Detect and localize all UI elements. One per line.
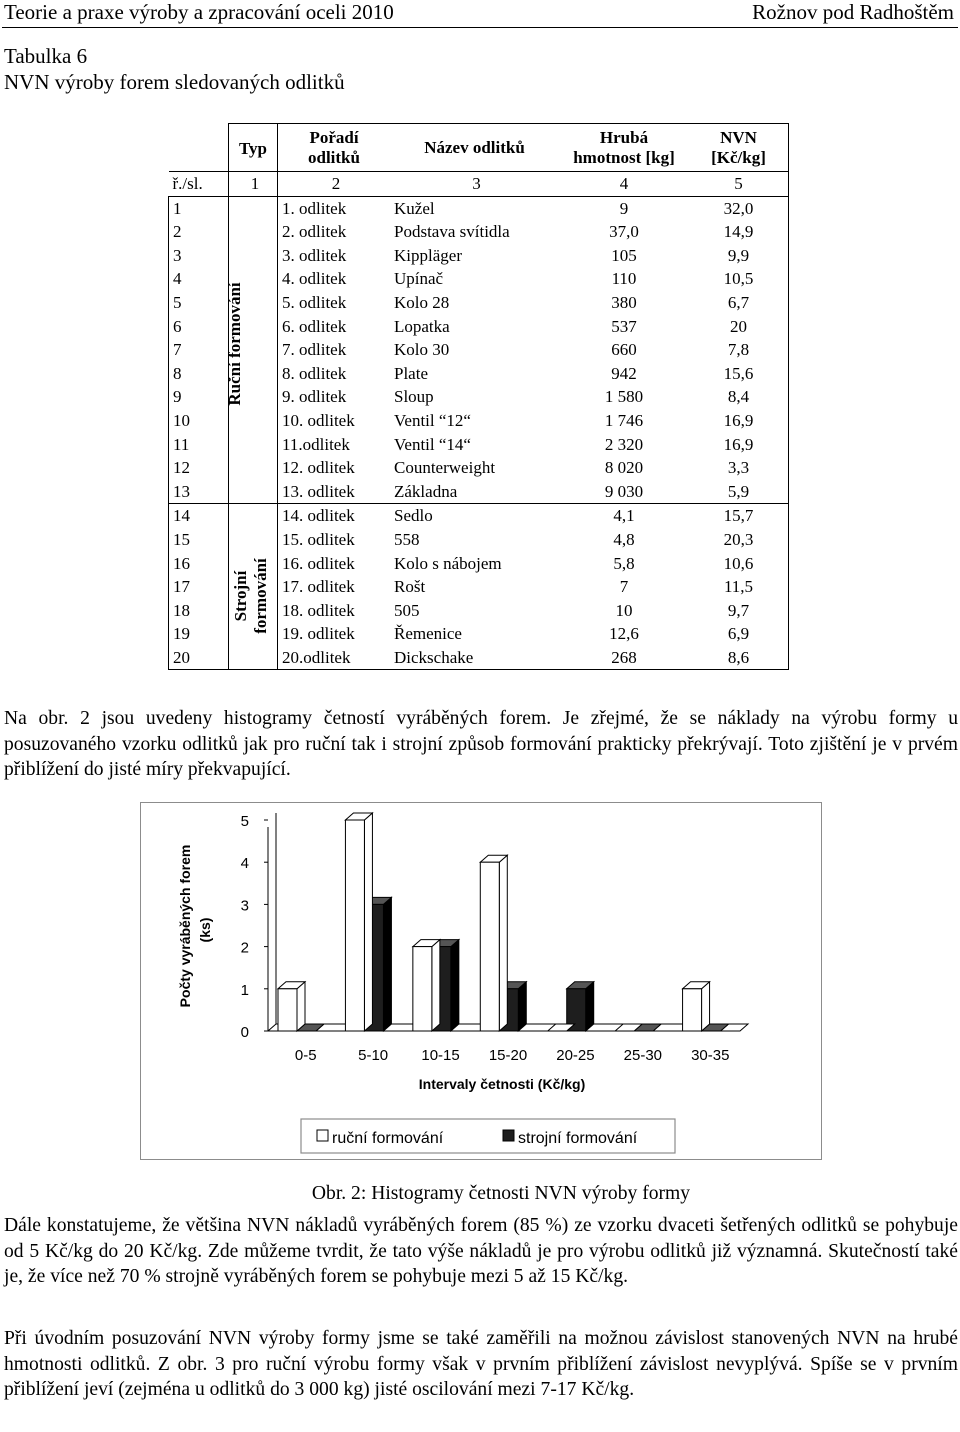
legend-swatch-manual <box>317 1130 328 1141</box>
weight-cell: 10 <box>615 600 633 620</box>
order-cell: 8. odlitek <box>278 362 391 386</box>
x-tick-label: 15-20 <box>488 1047 528 1064</box>
col-header-hruba-line1: Hrubá <box>599 127 649 147</box>
order-cell: 4. odlitek <box>278 267 391 291</box>
row-number-cell: 20 <box>169 646 229 670</box>
weight-cell: 5,8 <box>613 553 635 573</box>
bar-manual-15-20 <box>480 855 507 1031</box>
paragraph-1-text: Na obr. 2 jsou uvedeny histogramy četností vyráběných forem. Je zřejmé, že se náklady na výrobu formy u posuzovaného vzorku odlitků jak pro ruční tak i strojní způsob formování prakticky překrývají. Toto zjištění je v prvém přiblížení do jisté míry překvapující. <box>4 708 958 780</box>
nvn-cell: 8,4 <box>689 385 789 409</box>
figure-caption: Obr. 2: Histogramy četnosti NVN výroby formy <box>311 1183 691 1204</box>
col-header-poradi-line1: Pořadí <box>309 127 359 147</box>
order-cell: 19. odlitek <box>278 622 391 646</box>
y-tick-label: 2 <box>240 939 249 957</box>
col-header-nvn-line1: NVN <box>720 127 757 147</box>
name-cell: Kolo s nábojem <box>394 553 502 573</box>
x-tick-label: 5-10 <box>358 1047 389 1064</box>
legend-label-manual: ruční formování <box>332 1130 444 1147</box>
order-cell: 2. odlitek <box>278 220 391 244</box>
name-cell: Dickschake <box>390 646 559 670</box>
weight-cell: 4,1 <box>559 504 689 528</box>
index-cell: ř./sl. <box>169 172 229 197</box>
nvn-cell: 32,0 <box>689 196 789 220</box>
row-number-cell: 8 <box>169 362 229 386</box>
col-header-nvn-line2: [Kč/kg] <box>711 147 766 167</box>
nvn-cell: 9,9 <box>689 244 789 268</box>
row-number-cell: 18 <box>169 599 229 623</box>
weight-cell: 1 746 <box>604 410 644 430</box>
y-axis-title-unit: (ks) <box>197 917 213 943</box>
nvn-cell: 5,9 <box>689 480 789 504</box>
bar-manual-0-5 <box>278 982 305 1031</box>
weight-cell: 1 580 <box>604 387 644 407</box>
name-cell: Řemenice <box>394 624 462 644</box>
legend-label-machine: strojní formování <box>518 1130 638 1147</box>
order-cell: 11.odlitek <box>278 433 391 457</box>
weight-cell: 660 <box>611 340 637 360</box>
y-tick-label: 3 <box>240 897 249 915</box>
group-label-machine-line2: formování <box>251 558 270 634</box>
x-tick-label: 20-25 <box>556 1047 595 1064</box>
col-header-nazev: Název odlitků <box>390 124 559 172</box>
name-cell: Kužel <box>390 196 559 220</box>
name-cell: Upínač <box>394 269 444 289</box>
running-header-right: Rožnov pod Radhoštěm <box>752 0 954 24</box>
row-number-cell: 1 <box>169 196 229 220</box>
weight-cell: 2 320 <box>604 434 644 454</box>
order-cell: 12. odlitek <box>278 456 391 480</box>
name-cell: Lopatka <box>394 316 450 336</box>
paragraph-dependency <box>4 1326 958 1403</box>
weight-cell: 537 <box>611 316 637 336</box>
name-cell: 505 <box>394 600 420 620</box>
row-number-cell: 14 <box>169 504 229 528</box>
order-cell: 14. odlitek <box>278 504 391 528</box>
nvn-cell: 3,3 <box>689 456 789 480</box>
weight-cell: 37,0 <box>609 222 639 242</box>
legend-swatch-machine <box>503 1130 514 1141</box>
y-axis-title: Počty vyráběných forem <box>177 844 193 1008</box>
name-cell: Rošt <box>394 577 426 597</box>
row-number-cell: 19 <box>169 622 229 646</box>
bar-manual-10-15 <box>413 940 440 1031</box>
row-number-cell: 3 <box>169 244 229 268</box>
col-header-typ: Typ <box>229 124 278 172</box>
name-cell: Kippläger <box>394 245 462 265</box>
paragraph-conclusion <box>4 1213 958 1290</box>
order-cell: 1. odlitek <box>278 196 391 220</box>
y-tick-label: 4 <box>240 855 249 873</box>
row-number-cell: 15 <box>169 528 229 552</box>
weight-cell: 110 <box>611 269 637 289</box>
x-axis-title: Intervaly četnosti (Kč/kg) <box>418 1076 586 1092</box>
order-cell: 18. odlitek <box>278 599 391 623</box>
bar-manual-5-10 <box>345 813 372 1031</box>
index-cell: 3 <box>390 172 559 197</box>
nvn-cell: 6,9 <box>689 622 789 646</box>
col-header-poradi-line2: odlitků <box>308 147 360 167</box>
paragraph-3-text: Při úvodním posuzování NVN výroby formy jsme se také zaměřili na možnou závislost stanovených NVN na hrubé hmotnosti odlitků. Z obr. 3 pro ruční výrobu formy však v prvním přiblížení závislost nevyplývá. Spíše se v prvním přiblížení jeví (zejména u odlitků do 3 000 kg) jisté oscilování mezi 7-17 Kč/kg. <box>4 1328 958 1400</box>
nvn-cell: 6,7 <box>689 291 789 315</box>
x-tick-label: 10-15 <box>421 1047 460 1064</box>
weight-cell: 9 030 <box>604 481 644 501</box>
nvn-cell: 15,7 <box>689 504 789 528</box>
order-cell: 7. odlitek <box>278 338 391 362</box>
col-header-hruba-line2: hmotnost [kg] <box>573 147 675 167</box>
name-cell: Counterweight <box>394 458 496 478</box>
row-number-cell: 12 <box>169 456 229 480</box>
name-cell: Základna <box>394 481 458 501</box>
nvn-cell: 20 <box>689 315 789 339</box>
row-number-cell: 4 <box>169 267 229 291</box>
row-number-cell: 9 <box>169 385 229 409</box>
group-label-manual: Ruční formování <box>225 282 244 406</box>
weight-cell: 9 <box>559 196 689 220</box>
name-cell: Sedlo <box>390 504 559 528</box>
x-tick-label: 25-30 <box>623 1047 663 1064</box>
name-cell: Sloup <box>394 387 434 407</box>
nvn-cell: 14,9 <box>689 220 789 244</box>
y-tick-label: 0 <box>240 1024 249 1041</box>
order-cell: 9. odlitek <box>278 385 391 409</box>
row-number-cell: 17 <box>169 575 229 599</box>
index-cell: 4 <box>559 172 689 197</box>
name-cell: Kolo 28 <box>394 292 450 312</box>
nvn-cell: 7,8 <box>689 338 789 362</box>
nvn-cell: 11,5 <box>689 575 789 599</box>
nvn-cell: 16,9 <box>689 409 789 433</box>
running-header-left: Teorie a praxe výroby a zpracování oceli 2010 <box>4 0 394 24</box>
group-label-machine-line1: Strojní <box>231 570 250 622</box>
x-tick-label: 0-5 <box>294 1047 317 1064</box>
table-number: Tabulka 6 <box>4 44 88 68</box>
name-cell: Podstava svítidla <box>394 222 510 242</box>
weight-cell: 268 <box>559 646 689 670</box>
row-number-cell: 5 <box>169 291 229 315</box>
nvn-cell: 16,9 <box>689 433 789 457</box>
weight-cell: 380 <box>611 292 637 312</box>
weight-cell: 8 020 <box>604 458 644 478</box>
y-tick-label: 1 <box>240 981 249 999</box>
order-cell: 5. odlitek <box>278 291 391 315</box>
order-cell: 17. odlitek <box>278 575 391 599</box>
row-number-cell: 16 <box>169 552 229 576</box>
row-number-cell: 10 <box>169 409 229 433</box>
order-cell: 6. odlitek <box>278 315 391 339</box>
row-number-cell: 11 <box>169 433 229 457</box>
order-cell: 15. odlitek <box>278 528 391 552</box>
name-cell: Ventil “12“ <box>394 410 471 430</box>
order-cell: 20.odlitek <box>278 646 391 670</box>
row-number-cell: 13 <box>169 480 229 504</box>
index-cell: 1 <box>229 172 278 197</box>
weight-cell: 105 <box>611 245 637 265</box>
paragraph-2-text: Dále konstatujeme, že většina NVN nákladů vyráběných forem (85 %) ze vzorku dvaceti šetřených odlitků se pohybuje od 5 Kč/kg do 20 Kč/kg. Zde můžeme tvrdit, že tato výše nákladů je pro výrobu odlitků již významná. Skutečností také je, že více než 70 % strojně vyráběných forem se pohybuje mezi 5 až 15 Kč/kg. <box>4 1215 958 1287</box>
row-number-cell: 6 <box>169 315 229 339</box>
weight-cell: 7 <box>619 577 629 597</box>
nvn-cell: 20,3 <box>689 528 789 552</box>
nvn-cell: 9,7 <box>689 599 789 623</box>
order-cell: 13. odlitek <box>278 480 391 504</box>
weight-cell: 942 <box>611 363 637 383</box>
name-cell: Plate <box>394 363 428 383</box>
y-tick-label: 5 <box>240 813 249 830</box>
nvn-cell: 15,6 <box>689 362 789 386</box>
index-cell: 5 <box>689 172 789 197</box>
x-tick-label: 30-35 <box>691 1047 730 1064</box>
name-cell: Kolo 30 <box>394 340 450 360</box>
row-number-cell: 2 <box>169 220 229 244</box>
name-cell: 558 <box>394 529 420 549</box>
nvn-cell: 10,6 <box>689 552 789 576</box>
weight-cell: 12,6 <box>609 624 639 644</box>
order-cell: 10. odlitek <box>278 409 391 433</box>
nvn-cell: 8,6 <box>689 646 789 670</box>
order-cell: 3. odlitek <box>278 244 391 268</box>
weight-cell: 4,8 <box>613 529 635 549</box>
name-cell: Ventil “14“ <box>394 434 471 454</box>
table-title: NVN výroby forem sledovaných odlitků <box>4 70 345 94</box>
index-cell: 2 <box>278 172 391 197</box>
row-number-cell: 7 <box>169 338 229 362</box>
nvn-cell: 10,5 <box>689 267 789 291</box>
order-cell: 16. odlitek <box>278 552 391 576</box>
bar-manual-30-35 <box>683 982 710 1031</box>
